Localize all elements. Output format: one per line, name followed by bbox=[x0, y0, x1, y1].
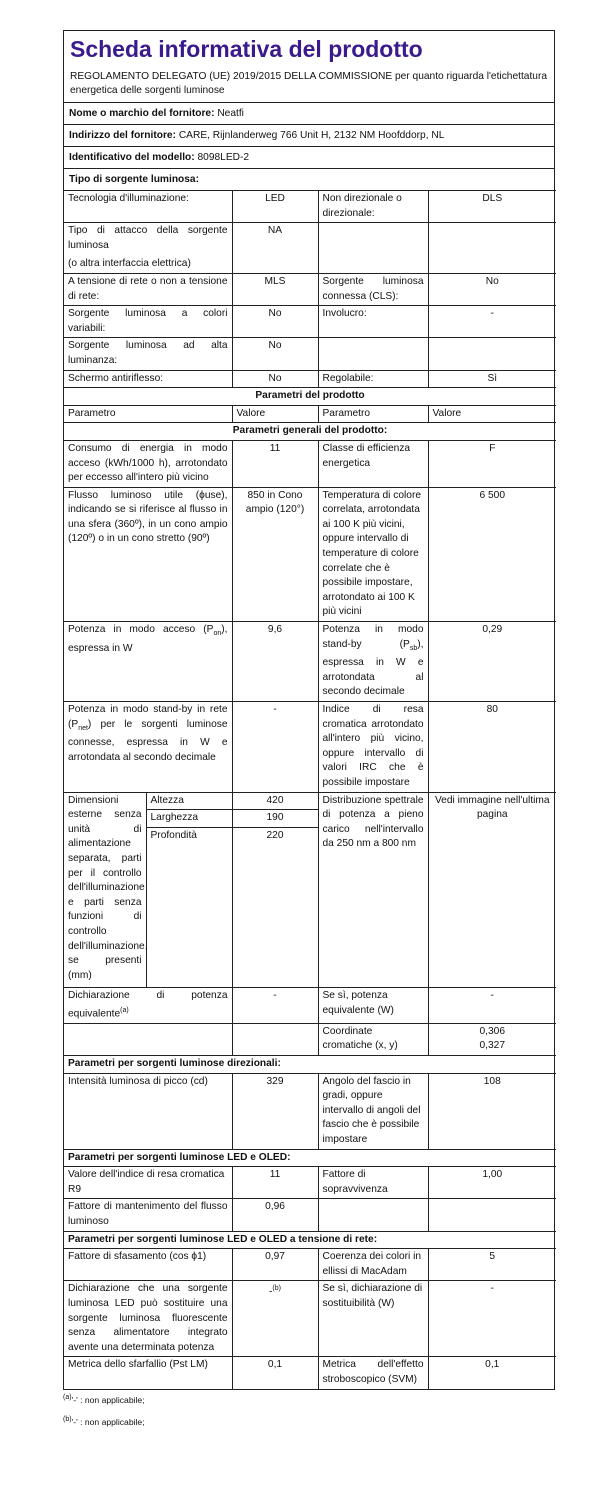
light-source-type-heading: Tipo di sorgente luminosa: bbox=[69, 174, 199, 185]
table-row bbox=[64, 338, 556, 370]
cri-value: 80 bbox=[428, 702, 556, 793]
height-label: Altezza bbox=[146, 793, 232, 810]
model-value: 8098LED-2 bbox=[197, 152, 250, 163]
regulation-text: REGOLAMENTO DELEGATO (UE) 2019/2015 DELLA COMMISSIONE per quanto riguarda l'etichettatura energetica delle sorgenti luminose bbox=[70, 71, 547, 96]
table-row bbox=[64, 370, 556, 388]
model-label: Identificativo del modello: bbox=[69, 152, 195, 163]
col-header-param: Parametro bbox=[318, 405, 428, 423]
table-row bbox=[64, 1281, 556, 1357]
address-row bbox=[64, 125, 554, 147]
dimensions-subtable bbox=[64, 793, 232, 988]
table-row bbox=[64, 1023, 556, 1055]
color-tunable-value: No bbox=[232, 306, 318, 338]
supplier-row bbox=[64, 103, 554, 125]
r9-value: 11 bbox=[232, 1167, 318, 1199]
equiv-power-label: Dichiarazione di potenza equivalente$^{(a)}$ bbox=[64, 988, 232, 1024]
table-row bbox=[64, 388, 556, 406]
standby-label: Potenza in modo stand-by $(P_{sb})$, espressa in W e arrotondata al secondo decimale bbox=[318, 622, 428, 702]
mains-value: MLS bbox=[232, 273, 318, 305]
table-row bbox=[64, 1199, 556, 1231]
supplier-value: Neatfi bbox=[217, 108, 244, 119]
depth-label: Profondità bbox=[146, 827, 232, 987]
model-row bbox=[64, 147, 554, 169]
power-on-value: 9,6 bbox=[232, 622, 318, 702]
lumen-maintenance-value: 0,96 bbox=[232, 1199, 318, 1231]
survival-label: Fattore di sopravvivenza bbox=[318, 1167, 428, 1199]
peak-intensity-value: 329 bbox=[232, 1073, 318, 1149]
col-header-value: Valore bbox=[428, 405, 556, 423]
equiv-power-value: - bbox=[232, 988, 318, 1024]
dimmable-label: Regolabile: bbox=[318, 370, 428, 388]
chromaticity-value: 0,306 0,327 bbox=[428, 1023, 556, 1055]
empty-cell bbox=[428, 1199, 556, 1231]
envelope-value: - bbox=[428, 306, 556, 338]
cct-label: Temperatura di colore correlata, arrotondata ai 100 K più vicini, oppure intervallo di temperature di colore correlate che è possibile impostare, arrotondato ai 100 K più vicini bbox=[318, 487, 428, 621]
table-row bbox=[64, 702, 556, 793]
dimensions-label: Dimensioni esterne senza unità di alimentazione separata, parti per il controllo dell'illuminazione e parti senza funzioni di controllo dell'illuminazione, se presenti (mm) bbox=[64, 793, 146, 988]
empty-cell bbox=[318, 1199, 428, 1231]
dimmable-value: Sì bbox=[428, 370, 556, 388]
empty-cell bbox=[64, 1023, 232, 1055]
table-row bbox=[64, 405, 556, 423]
general-params-heading: Parametri generali del prodotto: bbox=[64, 423, 556, 441]
color-tunable-label: Sorgente luminosa a colori variabili: bbox=[64, 306, 232, 338]
replacement-claim-label: Dichiarazione che una sorgente luminosa LED può sostituire una sorgente luminosa fluorescente senza alimentatore integrato avente una determinata potenza bbox=[64, 1281, 232, 1357]
replacement-claim-value: -$^{(b)}$ bbox=[232, 1281, 318, 1357]
high-luminance-label: Sorgente luminosa ad alta luminanza: bbox=[64, 338, 232, 370]
survival-value: 1,00 bbox=[428, 1167, 556, 1199]
table-row bbox=[64, 1073, 556, 1149]
equiv-watt-value: - bbox=[428, 988, 556, 1024]
chromaticity-label: Coordinate cromatiche (x, y) bbox=[318, 1023, 428, 1055]
stroboscopic-value: 0,1 bbox=[428, 1357, 556, 1389]
table-row bbox=[64, 1357, 556, 1389]
spd-label: Distribuzione spettrale di potenza a pieno carico nell'intervallo da 250 nm a 800 nm bbox=[318, 792, 428, 988]
color-consistency-label: Coerenza dei colori in ellissi di MacAdam bbox=[318, 1249, 428, 1281]
envelope-label: Involucro: bbox=[318, 306, 428, 338]
networked-standby-label: Potenza in modo stand-by in rete $(P_{net})$ per le sorgenti luminose connesse, espressa in W e arrotondata al secondo decimale bbox=[64, 702, 232, 793]
led-mains-heading: Parametri per sorgenti luminose LED e OLED a tensione di rete: bbox=[64, 1231, 556, 1249]
flicker-value: 0,1 bbox=[232, 1357, 318, 1389]
footnote-a: $^{(a)}$'-' : non applicabile; bbox=[63, 1394, 145, 1405]
table-row bbox=[64, 1149, 556, 1167]
cap-type-label: Tipo di attacco della sorgente luminosa (o altra interfaccia elettrica) bbox=[64, 223, 232, 274]
table-row bbox=[64, 423, 556, 441]
table-row bbox=[64, 1167, 556, 1199]
energy-label: Consumo di energia in modo acceso (kWh/1000 h), arrotondato per eccesso all'intero più vicino bbox=[64, 440, 232, 487]
dimensions-cell bbox=[64, 792, 232, 988]
technology-value: LED bbox=[232, 191, 318, 223]
peak-intensity-label: Intensità luminosa di picco (cd) bbox=[64, 1073, 232, 1149]
stroboscopic-label: Metrica dell'effetto stroboscopico (SVM) bbox=[318, 1357, 428, 1389]
table-row bbox=[64, 1056, 556, 1074]
empty-cell bbox=[318, 338, 428, 370]
technology-label: Tecnologia d'illuminazione: bbox=[64, 191, 232, 223]
standby-value: 0,29 bbox=[428, 622, 556, 702]
high-luminance-value: No bbox=[232, 338, 318, 370]
cls-label: Sorgente luminosa connessa (CLS): bbox=[318, 273, 428, 305]
footnote-b: $^{(b)}$'-' : non applicabile; bbox=[63, 1415, 145, 1427]
empty-cell bbox=[318, 223, 428, 274]
supplier-label: Nome o marchio del fornitore: bbox=[69, 108, 215, 119]
displacement-factor-value: 0,97 bbox=[232, 1249, 318, 1281]
cct-value: 6 500 bbox=[428, 487, 556, 621]
directional-heading: Parametri per sorgenti luminose direzionali: bbox=[64, 1056, 556, 1074]
table-row bbox=[64, 487, 556, 621]
replacement-watt-value: - bbox=[428, 1281, 556, 1357]
depth-value: 220 bbox=[266, 829, 284, 841]
directional-label: Non direzionale o direzionale: bbox=[318, 191, 428, 223]
cap-type-value: NA bbox=[232, 223, 318, 274]
table-row bbox=[64, 792, 556, 988]
product-information-sheet bbox=[63, 30, 555, 1390]
width-value: 190 bbox=[233, 810, 318, 828]
anti-glare-value: No bbox=[232, 370, 318, 388]
col-header-value: Valore bbox=[232, 405, 318, 423]
width-label: Larghezza bbox=[146, 810, 232, 828]
lumen-maintenance-label: Fattore di mantenimento del flusso luminoso bbox=[64, 1199, 232, 1231]
table-row bbox=[64, 1249, 556, 1281]
table-row bbox=[64, 273, 556, 305]
page-title: Scheda informativa del prodotto bbox=[70, 36, 423, 62]
address-label: Indirizzo del fornitore: bbox=[69, 130, 176, 141]
replacement-watt-label: Se sì, dichiarazione di sostituibilità (W) bbox=[318, 1281, 428, 1357]
flux-label: Flusso luminoso utile (ϕuse), indicando se si riferisce al flusso in una sfera (360º), in un cono ampio (120º) o in un cono stretto (90º) bbox=[64, 487, 232, 621]
mains-label: A tensione di rete o non a tensione di rete: bbox=[64, 273, 232, 305]
table-row bbox=[64, 622, 556, 702]
height-value: 420 bbox=[233, 793, 318, 811]
beam-angle-label: Angolo del fascio in gradi, oppure intervallo di angoli del fascio che è possibile impostare bbox=[318, 1073, 428, 1149]
displacement-factor-label: Fattore di sfasamento (cos ϕ1) bbox=[64, 1249, 232, 1281]
address-value: CARE, Rijnlanderweg 766 Unit H, 2132 NM Hoofddorp, NL bbox=[178, 130, 445, 141]
efficiency-class-label: Classe di efficienza energetica bbox=[318, 440, 428, 487]
led-oled-heading: Parametri per sorgenti luminose LED e OLED: bbox=[64, 1149, 556, 1167]
table-row bbox=[64, 440, 556, 487]
table-row bbox=[64, 1231, 556, 1249]
empty-cell bbox=[428, 223, 556, 274]
table-row bbox=[64, 988, 556, 1024]
directional-value: DLS bbox=[428, 191, 556, 223]
empty-cell bbox=[428, 338, 556, 370]
table-row bbox=[64, 306, 556, 338]
flux-value: 850 in Cono ampio (120°) bbox=[232, 487, 318, 621]
footnotes bbox=[63, 1388, 145, 1432]
spd-value: Vedi immagine nell'ultima pagina bbox=[428, 792, 556, 988]
cri-label: Indice di resa cromatica arrotondato all'intero più vicino, oppure intervallo di valori IRC che è possibile impostare bbox=[318, 702, 428, 793]
efficiency-class-value: F bbox=[428, 440, 556, 487]
power-on-label: Potenza in modo acceso $(P_{on})$, espressa in W bbox=[64, 622, 232, 702]
spec-table bbox=[64, 190, 556, 1389]
energy-value: 11 bbox=[232, 440, 318, 487]
product-params-heading: Parametri del prodotto bbox=[64, 388, 556, 406]
color-consistency-value: 5 bbox=[428, 1249, 556, 1281]
empty-cell bbox=[232, 1023, 318, 1055]
dimensions-values bbox=[232, 792, 318, 988]
title-block bbox=[64, 31, 554, 103]
cls-value: No bbox=[428, 273, 556, 305]
table-row bbox=[64, 191, 556, 223]
flicker-label: Metrica dello sfarfallio (Pst LM) bbox=[64, 1357, 232, 1389]
anti-glare-label: Schermo antiriflesso: bbox=[64, 370, 232, 388]
col-header-param: Parametro bbox=[64, 405, 232, 423]
equiv-watt-label: Se sì, potenza equivalente (W) bbox=[318, 988, 428, 1024]
r9-label: Valore dell'indice di resa cromatica R9 bbox=[64, 1167, 232, 1199]
beam-angle-value: 108 bbox=[428, 1073, 556, 1149]
table-row bbox=[64, 223, 556, 274]
networked-standby-value: - bbox=[232, 702, 318, 793]
